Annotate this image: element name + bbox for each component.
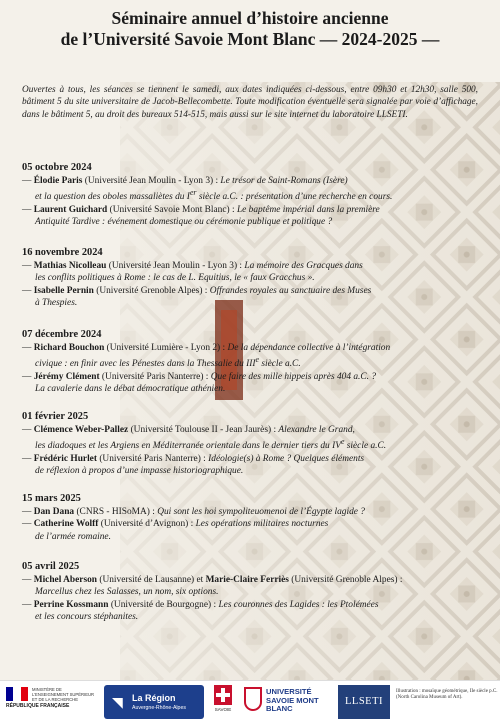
french-flag-icon	[6, 687, 28, 701]
speaker-affiliation: (Université Paris Nanterre) :	[99, 371, 211, 382]
speaker-name: Élodie Paris	[33, 176, 83, 186]
speaker-affiliation: (Université Paris Nanterre) :	[96, 453, 209, 464]
region-logo	[104, 685, 204, 719]
speaker-name: Richard Bouchon	[33, 343, 105, 353]
session	[22, 161, 486, 228]
usmb-logo	[244, 685, 330, 719]
dept-label: SAVOIE	[214, 707, 232, 712]
speaker-affiliation: (Université Toulouse II - Jean Jaurès) :	[128, 425, 279, 435]
talk: — Isabelle Pernin (Université Grenoble Alpes) : Offrandes royales au sanctuaire des Muses à Thespies.	[22, 285, 486, 310]
speaker-affiliation: (Université d’Avignon) :	[98, 519, 196, 530]
talk: — Frédéric Hurlet (Université Paris Nanterre) : Idéologie(s) à Rome ? Quelques éléments de réflexion à propos d’une impasse historiographique.	[22, 453, 486, 478]
usmb-shield-icon	[244, 687, 262, 711]
talk: — Dan Dana (CNRS - HISoMA) : Qui sont les hoi sympoliteuomenoi de l’Égypte lagide ?	[22, 507, 365, 517]
talk-title-continued: Antiquité Tardive : événement domestique ou cérémonie publique et politique ?	[35, 217, 333, 228]
talk-title-continued: de réflexion à propos d’une impasse historiographique.	[35, 466, 244, 477]
talk-title-continued: de l’armée romaine.	[35, 531, 111, 542]
talk-title: Le trésor de Saint-Romans (Isère)	[220, 176, 348, 186]
talk-title-continued: civique : en finir avec les Pénestes dans la Thessalie du IIIe siècle a.C.	[35, 355, 301, 370]
region-main-label: La Région	[132, 693, 176, 703]
illustration-credit: Illustration : mosaïque géométrique, IIe siècle p.C. (North Carolina Museum of Art).	[396, 689, 498, 701]
ministry-label: MINISTÈRE DE L’ENSEIGNEMENT SUPÉRIEUR ET DE LA RECHERCHE	[32, 687, 95, 702]
session	[22, 410, 486, 477]
title-line-2: de l’Université Savoie Mont Blanc — 2024-2025 —	[60, 29, 440, 49]
speaker-name: Dan Dana	[33, 507, 75, 517]
speaker-affiliation: (Université de Bourgogne) :	[108, 599, 219, 610]
partner-logos-bar	[0, 680, 500, 723]
speaker-name: Michel Aberson	[33, 575, 97, 585]
talk-title-continued: à Thespies.	[35, 297, 78, 308]
talk-title: Offrandes royales au sanctuaire des Muses	[209, 285, 372, 296]
talk-title-continued: et les concours stéphanites.	[35, 611, 139, 622]
speaker-name: Catherine Wolff	[33, 519, 99, 530]
talk-title: Alexandre le Grand,	[278, 425, 355, 435]
talk-title-continued: les diadoques et les Argiens en Méditerranée orientale dans le dernier tiers du IVe siècle a.C.	[35, 437, 387, 452]
talk-title: Les couronnes des Lagides : les Ptolémées	[218, 599, 379, 610]
session	[22, 246, 486, 309]
talk-title-continued: les conflits politiques à Rome : le cas de L. Equitius, le « faux Gracchus ».	[35, 273, 315, 284]
talk-title: Les opérations militaires nocturnes	[195, 519, 329, 530]
session	[22, 560, 486, 623]
speaker-affiliation: (Université Grenoble Alpes) :	[93, 285, 210, 296]
talk-title: Idéologie(s) à Rome ? Quelques éléments	[208, 453, 365, 464]
savoie-cross-icon	[214, 685, 232, 705]
speaker-affiliation: (Université de Lausanne) et	[97, 575, 206, 585]
savoie-department-logo	[210, 685, 236, 719]
talk: — Perrine Kossmann (Université de Bourgogne) : Les couronnes des Lagides : les Ptolémées et les concours stéphanites.	[22, 599, 486, 624]
session	[22, 328, 486, 395]
session-date: 05 avril 2025	[22, 561, 80, 572]
talk-title: Le baptême impérial dans la première	[236, 204, 380, 215]
talk: — Mathias Nicolleau (Université Jean Moulin - Lyon 3) : La mémoire des Gracques dans les conflits politiques à Rome : le cas de L. Equitius, le « faux Gracchus ».	[22, 260, 486, 285]
speaker-affiliation: (Université Savoie Mont Blanc) :	[107, 204, 237, 215]
speaker-name-2: Marie-Claire Ferriès	[205, 575, 289, 585]
session-date: 05 octobre 2024	[22, 162, 92, 173]
speaker-name: Clémence Weber-Pallez	[33, 425, 129, 435]
speaker-name: Isabelle Pernin	[33, 285, 94, 296]
talk-title-continued: La cavalerie dans le débat démocratique athénien.	[35, 384, 226, 395]
talk-title-continued: et la question des oboles massaliètes du Ier siècle a.C. : présentation d’une recherche en cours.	[35, 188, 393, 203]
talk: — Laurent Guichard (Université Savoie Mont Blanc) : Le baptême impérial dans la première Antiquité Tardive : événement domestique ou cérémonie publique et politique ?	[22, 204, 486, 229]
speaker-name: Jérémy Clément	[33, 371, 100, 382]
talk-title: La mémoire des Gracques dans	[244, 261, 363, 271]
talk-title: Qui sont les hoi sympoliteuomenoi de l’Égypte lagide ?	[157, 507, 365, 517]
speaker-name: Perrine Kossmann	[33, 599, 109, 610]
region-mark-icon: ◥	[112, 694, 123, 710]
speaker-name: Frédéric Hurlet	[33, 453, 97, 464]
talk: — Michel Aberson (Université de Lausanne) et Marie-Claire Ferriès (Université Grenoble Alpes) : Marcellus chez les Salasses, un nom, six options.	[22, 574, 486, 599]
republique-francaise-logo	[6, 685, 98, 719]
speaker-name: Laurent Guichard	[33, 204, 108, 215]
talk: — Jérémy Clément (Université Paris Nanterre) : Que faire des mille hippeis après 404 a.C. ? La cavalerie dans le débat démocratique athénien.	[22, 371, 486, 396]
session-date: 07 décembre 2024	[22, 329, 102, 340]
talk-title: De la dépendance collective à l’intégration	[227, 343, 391, 353]
region-sub-label: Auvergne-Rhône-Alpes	[132, 705, 186, 711]
talk-title-continued: Marcellus chez les Salasses, un nom, six options.	[35, 587, 219, 598]
session-date: 15 mars 2025	[22, 493, 81, 504]
speaker-name: Mathias Nicolleau	[33, 261, 107, 271]
session-date: 01 février 2025	[22, 411, 89, 422]
speaker-affiliation: (Université Lumière - Lyon 2) :	[104, 343, 228, 353]
title-line-1: Séminaire annuel d’histoire ancienne	[111, 8, 389, 28]
speaker-affiliation: (CNRS - HISoMA) :	[74, 507, 158, 517]
talk-title: Que faire des mille hippeis après 404 a.C. ?	[210, 371, 377, 382]
session-date: 16 novembre 2024	[22, 247, 103, 258]
session	[22, 492, 486, 543]
speaker-affiliation: (Université Jean Moulin - Lyon 3) :	[82, 176, 221, 186]
rf-label: RÉPUBLIQUE FRANÇAISE	[6, 703, 70, 709]
usmb-label: UNIVERSITÉ SAVOIE MONT BLANC	[266, 687, 319, 713]
intro-paragraph: Ouvertes à tous, les séances se tiennent le samedi, aux dates indiquées ci-dessous, entre 09h30 et 12h30, salle 500, bâtiment 5 du site universitaire de Jacob-Bellecombette. Toute modification éventuelle sera signalée par voie d’affichage, dans le bâtiment 5, au droit des bureaux 514-515, mais aussi sur le site internet du laboratoire LLSETI.	[22, 85, 478, 120]
poster-title	[20, 8, 480, 50]
speaker-affiliation: (Université Jean Moulin - Lyon 3) :	[106, 261, 245, 271]
talk: — Clémence Weber-Pallez (Université Toulouse II - Jean Jaurès) : Alexandre le Grand, les diadoques et les Argiens en Méditerranée orientale dans le dernier tiers du IVe siècle a.C.	[22, 424, 486, 453]
talk: — Catherine Wolff (Université d’Avignon) : Les opérations militaires nocturnes de l’armée romaine.	[22, 518, 486, 543]
talk: — Richard Bouchon (Université Lumière - Lyon 2) : De la dépendance collective à l’intégration civique : en finir avec les Pénestes dans la Thessalie du IIIe siècle a.C.	[22, 342, 486, 371]
speaker-affiliation-2: (Université Grenoble Alpes) :	[288, 575, 403, 585]
talk: — Élodie Paris (Université Jean Moulin - Lyon 3) : Le trésor de Saint-Romans (Isère) et la question des oboles massaliètes du Ier siècle a.C. : présentation d’une recherche en cours.	[22, 175, 486, 204]
llseti-logo: LLSETI	[338, 685, 390, 719]
